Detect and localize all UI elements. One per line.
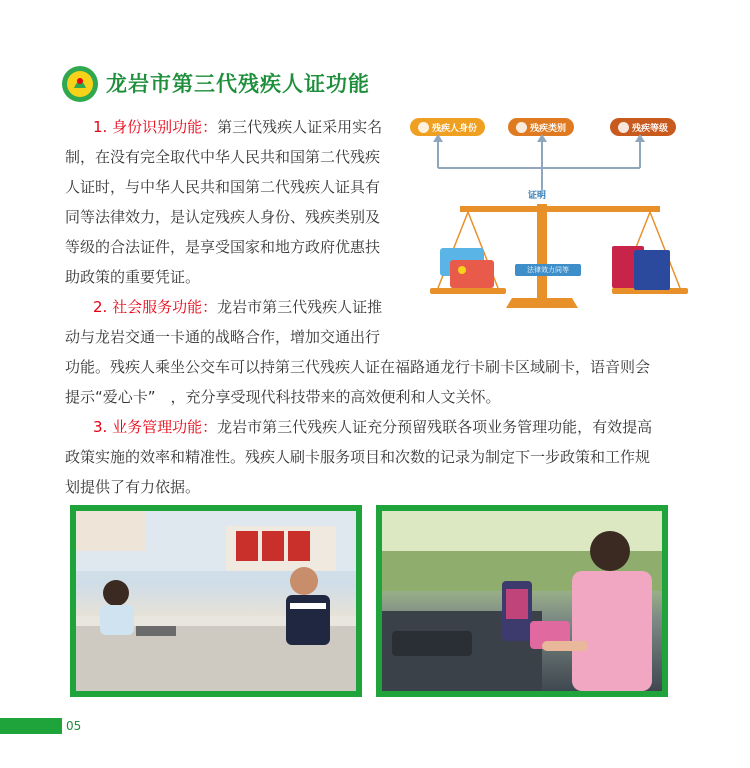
section-2-line: 功能。残疾人乘坐公交车可以持第三代残疾人证在福路通龙行卡刷卡区域刷卡，语音则会 [65,358,651,376]
photo-bus-card-reader [376,505,668,697]
section-1 [93,112,393,142]
section-3-line: 政策实施的效率和精准性。残疾人刷卡服务项目和次数的记录为制定下一步政策和工作规 [65,448,651,466]
section-3-label: 3. 业务管理功能： [93,418,218,436]
section-1-label: 1. 身份识别功能： [93,118,218,136]
section-2-label: 2. 社会服务功能： [93,298,218,316]
equal-legal-effect-ribbon: 法律效力同等 [515,264,581,276]
section-1-first-line [93,112,393,142]
bus-card-reader-scene [382,511,662,691]
section-3-line-0: 龙岩市第三代残疾人证充分预留残联各项业务管理功能，有效提高 [217,418,653,436]
pill-label: 残疾人身份 [432,123,478,134]
section-1-line: 制，在没有完全取代中华人民共和国第二代残疾 [65,148,381,166]
section-2-line-0: 龙岩市第三代残疾人证推 [217,298,383,316]
section-2-line: 提示“爱心卡” ，充分享受现代科技带来的高效便利和人文关怀。 [65,388,501,406]
section-2-line: 动与龙岩交通一卡通的战略合作，增加交通出行 [65,328,381,346]
section-3-first-line [93,412,703,442]
section-1-line-0: 第三代残疾人证采用实名 [217,118,383,136]
service-counter-scene [76,511,356,691]
section-2 [93,292,403,322]
page-number: 05 [66,719,82,733]
section-1-body [65,142,405,292]
section-2-first-line [93,292,403,322]
scale-drawing [400,108,700,318]
page-title: 龙岩市第三代残疾人证功能 [106,72,370,96]
photo-service-counter [70,505,362,697]
section-3 [93,412,703,442]
disability-federation-logo-icon [62,66,98,102]
pill-label: 残疾类别 [530,123,567,134]
footer-bar [0,718,62,734]
section-1-line: 人证时，与中华人民共和国第二代残疾人证具有 [65,178,381,196]
equivalence-scale-diagram [400,108,700,318]
section-1-line: 等级的合法证件，是享受国家和地方政府优惠扶 [65,238,381,256]
section-2-body [65,322,705,412]
section-1-line: 助政策的重要凭证。 [65,268,201,286]
third-gen-card-red [450,260,494,288]
section-1-line: 同等法律效力，是认定残疾人身份、残疾类别及 [65,208,381,226]
second-gen-booklet-blue [634,250,670,290]
section-3-body [65,442,705,502]
section-3-line: 划提供了有力依据。 [65,478,201,496]
pill-label: 残疾等级 [632,123,669,134]
prove-label: 证明 [528,191,547,201]
